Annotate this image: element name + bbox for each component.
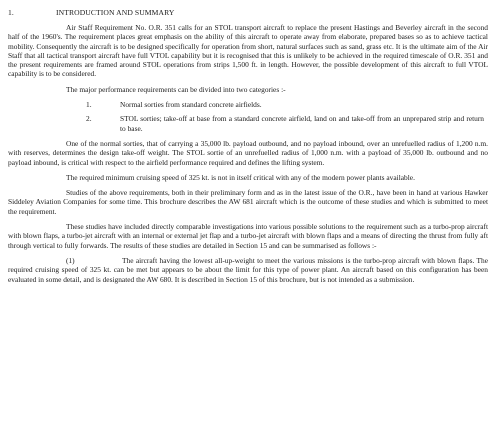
section-number: 1. <box>8 8 14 17</box>
paragraph-requirement: Air Staff Requirement No. O.R. 351 calls for an STOL transport aircraft to replace the present Hastings and Beverley aircraft in the second half of the 1960's. The requirement places great emphasis on the ability of this aircraft to operate away from elaborate, prepared bases so as to achieve tactical mobility. Consequently the aircraft is to be designed specifically for operation from short, natural surfaces such as sand, grass etc. It is the ultimate aim of the Air Staff that all tactical transport aircraft have full VTOL capability but it is recognised that this is unlikely to be achieved in the required timescale of O.R. 351 and the present requirements are framed around STOL operations from strips 1,500 ft. in length. However, the possible development of this aircraft to full VTOL capability is to be considered. <box>8 23 488 79</box>
section-heading <box>8 8 488 18</box>
summary-item-marker: (1) <box>66 255 75 265</box>
list-item <box>8 114 488 133</box>
summary-item-text: The aircraft having the lowest all-up-weight to meet the various missions is the turbo-prop aircraft with blown flaps. The required cruising speed of 325 kt. can be met but appears to be about the limit for this type of power plant. An aircraft based on this configuration has been evaluated in some detail, and is designated the AW 680. It is described in Section 15 of this brochure, but is not intended as a submission. <box>8 255 488 284</box>
list-item-marker: 2. <box>86 114 92 124</box>
section-title: INTRODUCTION AND SUMMARY <box>56 8 175 17</box>
paragraph-categories-intro: The major performance requirements can be divided into two categories :- <box>66 84 286 94</box>
paragraph-studies: Studies of the above requirements, both in their preliminary form and as in the latest issue of the O.R., have been in hand at various Hawker Siddeley Aviation Companies for some time. This brochure describes the AW 681 aircraft which is the outcome of these studies and which is submitted to meet the requirement. <box>8 188 488 216</box>
summary-item <box>8 256 488 284</box>
list-item-text: Normal sorties from standard concrete airfields. <box>120 100 262 110</box>
paragraph-sorties: One of the normal sorties, that of carrying a 35,000 lb. payload outbound, and no payload inbound, over an unrefuelled radius of 1,200 n.m. with reserves, determines the design take-off weight. The STOL sortie of an unrefuelled radius of 1,000 n.m. with a payload of 35,000 lb. outbound and no payload inbound, is critical with respect to the airfield performance required and defines the lifting system. <box>8 138 488 167</box>
list-item-text: STOL sorties; take-off at base from a standard concrete airfield, land on and take-off from an unprepared strip and return to base. <box>120 114 484 133</box>
list-item <box>8 100 488 109</box>
paragraph-cruising-speed: The required minimum cruising speed of 325 kt. is not in itself critical with any of the modern power plants available. <box>66 172 415 182</box>
paragraph-investigations: These studies have included directly comparable investigations into various possible solutions to the requirement such as a turbo-prop aircraft with blown flaps, a turbo-jet aircraft with an internal or external jet flap and a turbo-jet aircraft with blown flaps and a means of directing the thrust from fully aft through vertical to fully forwards. The results of these studies are detailed in Section 15 and can be summarised as follows :- <box>8 222 488 250</box>
categories-list <box>8 100 488 133</box>
list-item-marker: 1. <box>86 100 92 110</box>
